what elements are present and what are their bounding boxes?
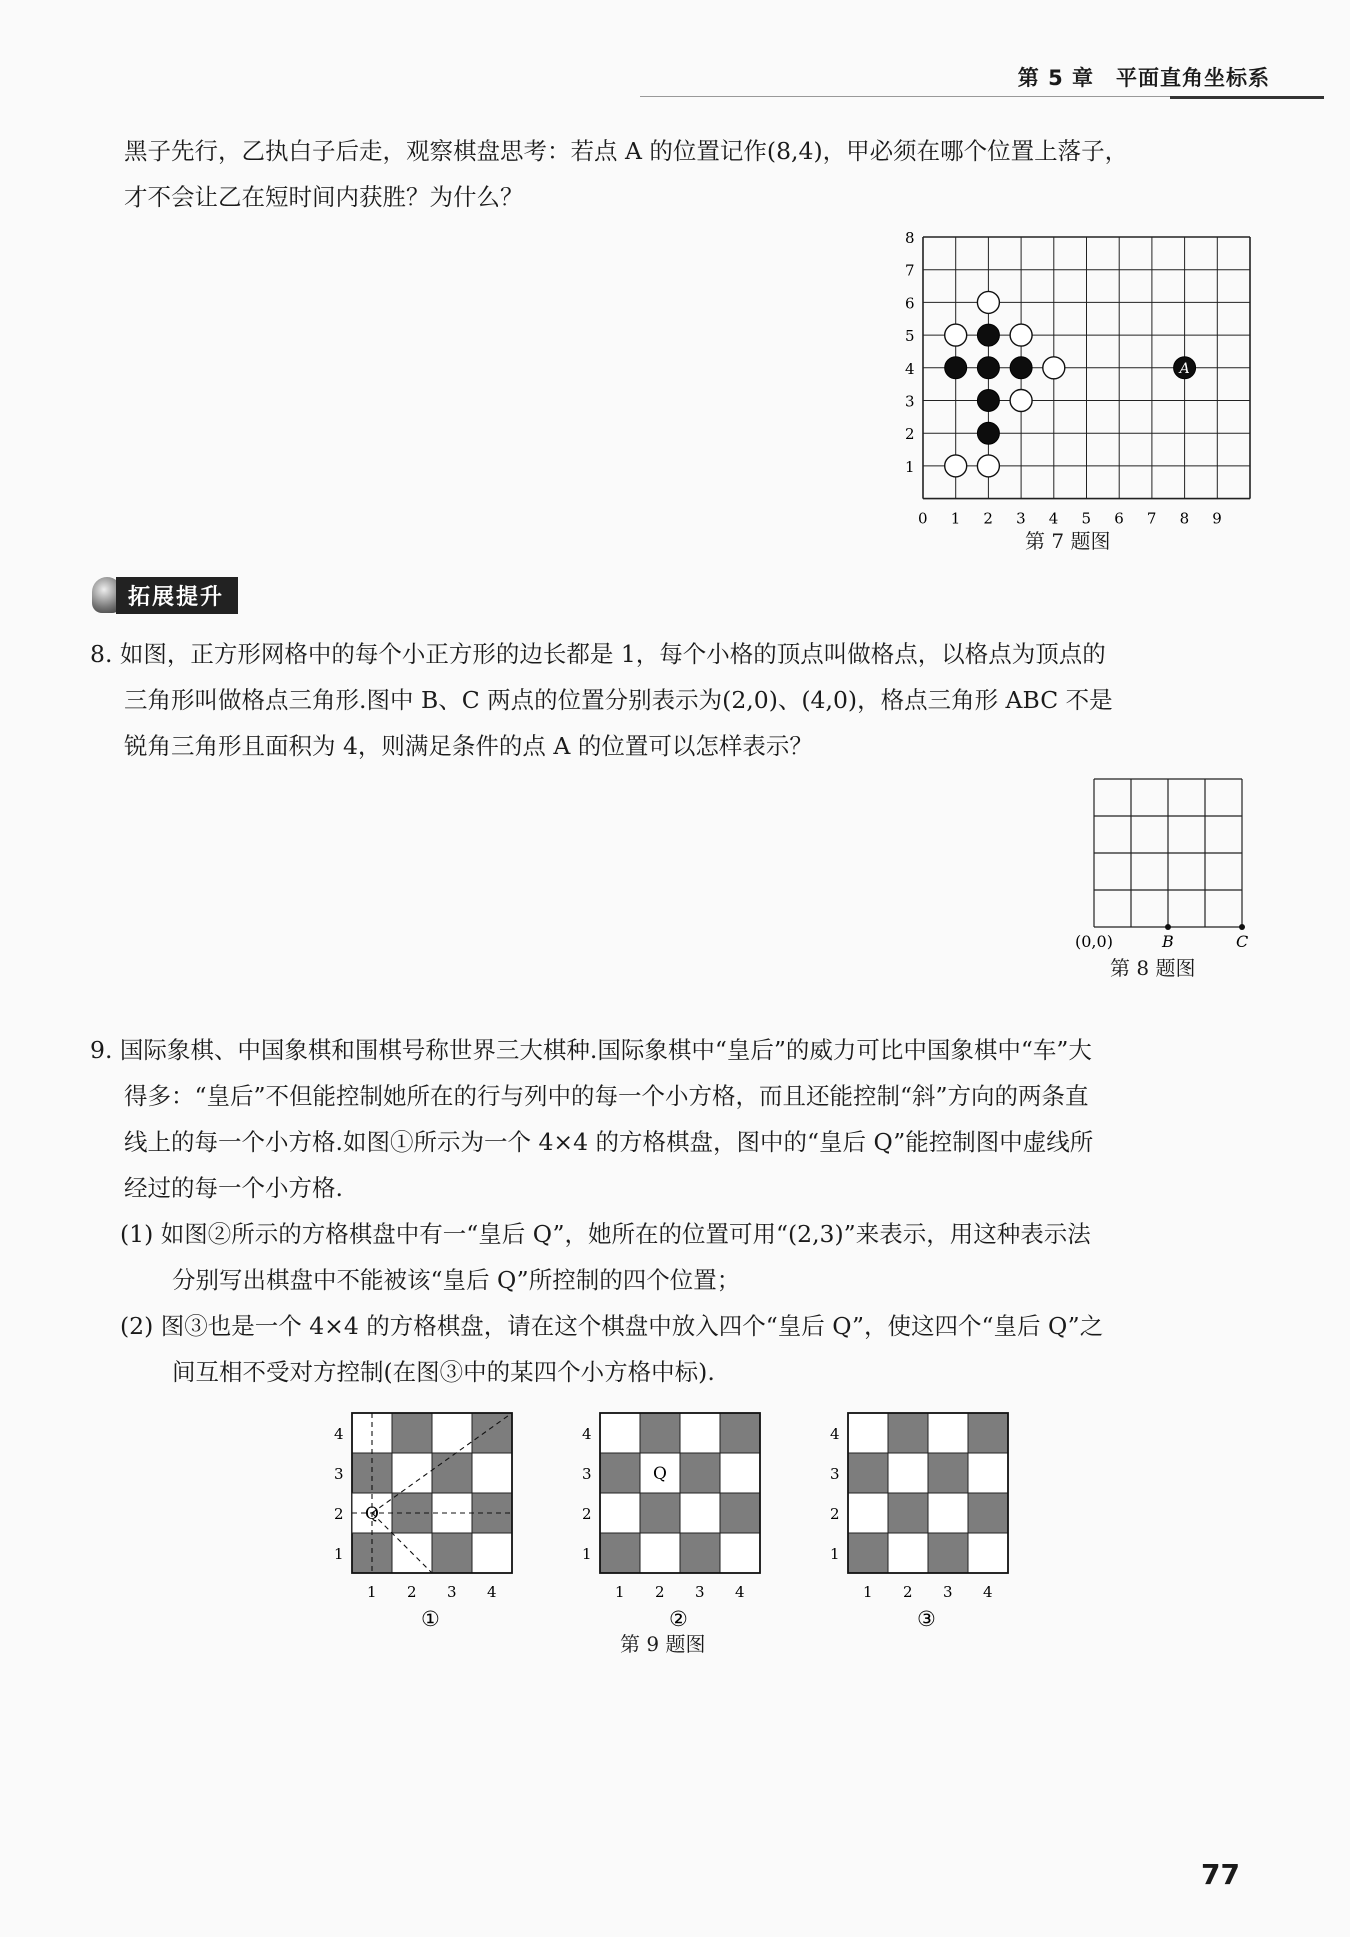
board-col-label: 1 (863, 1583, 873, 1601)
board-col-label: 4 (735, 1583, 745, 1601)
light-square (928, 1413, 968, 1453)
board-col-label: 3 (695, 1583, 705, 1601)
dark-square (888, 1493, 928, 1533)
light-square (928, 1493, 968, 1533)
q7-go-board (890, 228, 1270, 558)
q8-point-c (1239, 924, 1245, 930)
q9-board-1 (334, 1413, 512, 1630)
q7-line-2: 才不会让乙在短时间内获胜？为什么？ (124, 183, 524, 211)
q7-caption: 第 7 题图 (1025, 529, 1111, 553)
q9-sub2-line-2: 间互相不受对方控制(在图③中的某四个小方格中标). (172, 1358, 715, 1386)
q7-x-tick-label: 1 (950, 509, 961, 528)
dark-square (928, 1453, 968, 1493)
black-stone (977, 324, 999, 346)
board-row-label: 3 (334, 1465, 344, 1483)
q9-chess-boards (320, 1405, 1020, 1630)
q9-line-4: 经过的每一个小方格. (124, 1174, 343, 1202)
q9-caption: 第 9 题图 (620, 1632, 706, 1656)
q7-y-tick-label: 6 (905, 294, 915, 313)
light-square (680, 1493, 720, 1533)
q7-y-tick-label: 8 (905, 229, 915, 247)
white-stone (945, 324, 967, 346)
black-stone (945, 357, 967, 379)
board-row-label: 1 (334, 1545, 344, 1563)
dark-square (472, 1413, 512, 1453)
board-col-label: 1 (367, 1583, 377, 1601)
black-stone (1010, 357, 1032, 379)
board-row-label: 4 (334, 1425, 344, 1443)
black-stone (977, 422, 999, 444)
light-square (888, 1533, 928, 1573)
black-stone (977, 357, 999, 379)
white-stone (977, 455, 999, 477)
board-row-label: 4 (830, 1425, 840, 1443)
q8-caption: 第 8 题图 (1110, 956, 1196, 980)
dark-square (640, 1493, 680, 1533)
light-square (848, 1413, 888, 1453)
board-row-label: 1 (582, 1545, 592, 1563)
light-square (472, 1533, 512, 1573)
q7-x-tick-label: 9 (1212, 509, 1222, 528)
queen-label: Q (653, 1464, 667, 1484)
q8-line-2: 三角形叫做格点三角形.图中 B、C 两点的位置分别表示为(2,0)、(4,0)，格点三角形 ABC 不是 (124, 686, 1113, 714)
dark-square (968, 1413, 1008, 1453)
white-stone (1010, 324, 1032, 346)
q8-b-label: B (1162, 932, 1174, 950)
dark-square (432, 1453, 472, 1493)
q9-line-2: 得多：“皇后”不但能控制她所在的行与列中的每一个小方格，而且还能控制“斜”方向的两条直 (124, 1082, 1089, 1110)
q8-grid (1094, 779, 1242, 927)
light-square (888, 1453, 928, 1493)
light-square (680, 1413, 720, 1453)
board-col-label: 2 (655, 1583, 665, 1601)
q7-x-tick-label: 7 (1146, 509, 1157, 528)
q9-board-2 (582, 1413, 760, 1630)
q9-text (90, 1027, 1103, 1395)
board-col-label: 1 (615, 1583, 625, 1601)
q7-y-tick-label: 2 (905, 425, 915, 444)
q7-point-a-label: A (1179, 360, 1190, 377)
q7-x-tick-label: 6 (1114, 509, 1124, 528)
header-rule (1170, 96, 1324, 99)
q7-x-tick-label: 2 (983, 509, 993, 528)
q7-y-axis-labels (905, 229, 915, 476)
dark-square (968, 1493, 1008, 1533)
q7-text (124, 128, 1128, 220)
q8-line-1: 8. 如图，正方形网格中的每个小正方形的边长都是 1，每个小格的顶点叫做格点，以格点为顶点的 (90, 640, 1106, 668)
q7-y-tick-label: 1 (905, 457, 915, 476)
board-row-label: 2 (582, 1505, 592, 1523)
light-square (472, 1453, 512, 1493)
dark-square (392, 1413, 432, 1453)
board-figure-label: ③ (917, 1607, 936, 1630)
light-square (968, 1453, 1008, 1493)
white-stone (1010, 390, 1032, 412)
dark-square (848, 1533, 888, 1573)
q7-x-tick-label: 4 (1048, 509, 1059, 528)
q9-sub1-line-1: (1) 如图②所示的方格棋盘中有一“皇后 Q”，她所在的位置可用“(2,3)”来表示，用这种表示法 (120, 1220, 1091, 1248)
board-col-label: 4 (487, 1583, 497, 1601)
q8-line-3: 锐角三角形且面积为 4，则满足条件的点 A 的位置可以怎样表示？ (124, 732, 813, 760)
q7-y-tick-label: 5 (905, 327, 915, 346)
light-square (720, 1533, 760, 1573)
dark-square (720, 1493, 760, 1533)
board-figure-label: ② (669, 1607, 688, 1630)
q9-line-1: 9. 国际象棋、中国象棋和围棋号称世界三大棋种.国际象棋中“皇后”的威力可比中国象棋中“车”大 (90, 1036, 1092, 1064)
queen-label: Q (365, 1504, 379, 1524)
q9-board-3 (830, 1413, 1008, 1630)
q9-sub1-line-2: 分别写出棋盘中不能被该“皇后 Q”所控制的四个位置； (172, 1266, 741, 1294)
q7-line-1: 黑子先行，乙执白子后走，观察棋盘思考：若点 A 的位置记作(8,4)，甲必须在哪个位置上落子， (124, 137, 1129, 165)
q9-sub2-line-1: (2) 图③也是一个 4×4 的方格棋盘，请在这个棋盘中放入四个“皇后 Q”，使这四个“皇后 Q”之 (120, 1312, 1104, 1340)
dark-square (720, 1413, 760, 1453)
dark-square (600, 1453, 640, 1493)
dark-square (432, 1533, 472, 1573)
q8-grid-figure (1070, 775, 1260, 950)
dark-square (640, 1413, 680, 1453)
dark-square (888, 1413, 928, 1453)
q7-x-tick-label: 8 (1179, 509, 1190, 528)
q7-x-tick-label: 5 (1081, 509, 1092, 528)
board-col-label: 3 (943, 1583, 953, 1601)
q7-y-tick-label: 4 (905, 359, 915, 378)
board-col-label: 2 (903, 1583, 913, 1601)
q7-x-tick-label: 3 (1016, 509, 1026, 528)
q8-point-b (1165, 924, 1171, 930)
dark-square (680, 1453, 720, 1493)
dark-square (848, 1453, 888, 1493)
light-square (640, 1533, 680, 1573)
board-row-label: 1 (830, 1545, 840, 1563)
light-square (432, 1413, 472, 1453)
board-col-label: 2 (407, 1583, 417, 1601)
page-number: 77 (1201, 1858, 1240, 1891)
q9-line-3: 线上的每一个小方格.如图①所示为一个 4×4 的方格棋盘，图中的“皇后 Q”能控制图中虚线所 (124, 1128, 1094, 1156)
white-stone (945, 455, 967, 477)
dark-square (680, 1533, 720, 1573)
board-row-label: 3 (582, 1465, 592, 1483)
board-col-label: 4 (983, 1583, 993, 1601)
dark-square (600, 1533, 640, 1573)
q7-y-tick-label: 7 (905, 261, 915, 280)
board-row-label: 2 (334, 1505, 344, 1523)
board-row-label: 3 (830, 1465, 840, 1483)
q7-y-tick-label: 3 (905, 392, 915, 411)
section-title: 拓展提升 (116, 577, 238, 614)
black-stone (977, 390, 999, 412)
light-square (392, 1453, 432, 1493)
q7-grid (923, 237, 1250, 499)
white-stone (977, 291, 999, 313)
board-col-label: 3 (447, 1583, 457, 1601)
board-figure-label: ① (421, 1607, 440, 1630)
q8-origin-label: (0,0) (1075, 932, 1113, 950)
q8-text (90, 631, 1113, 769)
light-square (600, 1493, 640, 1533)
section-badge (92, 576, 238, 614)
q7-stones (945, 291, 1196, 477)
white-stone (1043, 357, 1065, 379)
chapter-header: 第 5 章 平面直角坐标系 (1017, 66, 1270, 90)
light-square (848, 1493, 888, 1533)
q8-c-label: C (1236, 932, 1249, 950)
board-row-label: 2 (830, 1505, 840, 1523)
light-square (720, 1453, 760, 1493)
q7-x-tick-label: 0 (918, 509, 928, 528)
light-square (600, 1413, 640, 1453)
light-square (968, 1533, 1008, 1573)
board-row-label: 4 (582, 1425, 592, 1443)
dark-square (928, 1533, 968, 1573)
